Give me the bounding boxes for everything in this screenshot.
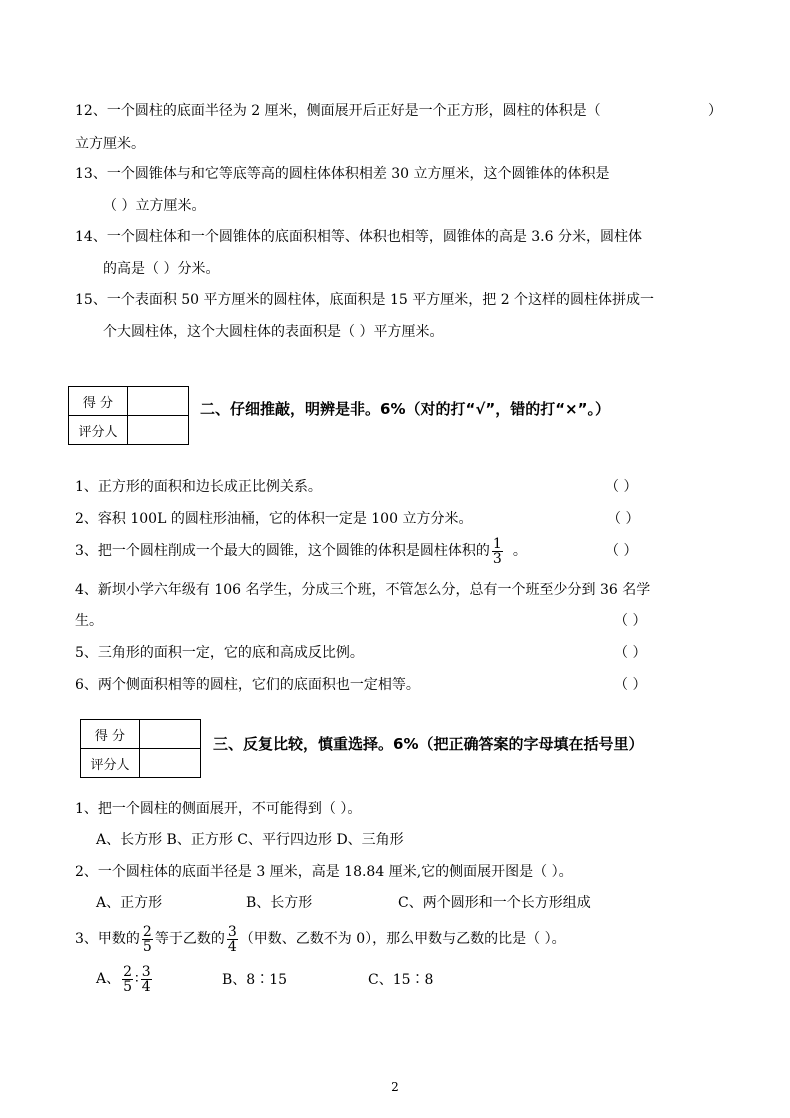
tf-item-1: 1、正方形的面积和边长成正比例关系。 <box>75 479 322 495</box>
mc-q3-option-c: C、15∶8 <box>368 972 434 988</box>
score-label: 得 分 <box>69 387 128 416</box>
fraction-two-fifths: $\frac{2}{5}$ <box>123 963 133 995</box>
part2-title: 二、仔细推敲，明辨是非。6%（对的打“√”，错的打“×”。） <box>200 400 610 418</box>
grader-cell[interactable] <box>140 749 201 778</box>
tf-bracket-5[interactable]: （ ） <box>614 645 647 661</box>
fraction-two-fifths: $\frac{2}{5}$ <box>142 923 152 955</box>
tf-item-4-line2: 生。 <box>75 613 103 629</box>
tf-item-4: 4、新坝小学六年级有 106 名学生，分成三个班，不管怎么分，总有一个班至少分到 36 名学 <box>75 582 651 598</box>
q14-line2: 的高是（ ）分米。 <box>103 261 220 277</box>
mc-q2: 2、一个圆柱体的底面半径是 3 厘米，高是 18.84 厘米,它的侧面展开图是（ ）。 <box>75 864 573 880</box>
mc-q2-option-b: B、长方形 <box>246 895 313 911</box>
fraction-three-quarters: $\frac{3}{4}$ <box>141 963 151 995</box>
q12-line1: 12、一个圆柱的底面半径为 2 厘米，侧面展开后正好是一个正方形，圆柱的体积是（ <box>75 103 601 119</box>
tf-bracket-3[interactable]: （ ） <box>605 543 638 559</box>
mc-q1: 1、把一个圆柱的侧面展开，不可能得到（ ）。 <box>75 801 362 817</box>
grader-cell[interactable] <box>128 416 189 445</box>
q12-line2: 立方厘米。 <box>75 136 145 152</box>
tf-bracket-4[interactable]: （ ） <box>614 613 647 629</box>
part3-title: 三、反复比较，慎重选择。6%（把正确答案的字母填在括号里） <box>213 735 644 753</box>
score-box-part3 <box>80 719 201 778</box>
q15-line2: 个大圆柱体，这个大圆柱体的表面积是（ ）平方厘米。 <box>103 324 444 340</box>
q14-line1: 14、一个圆柱体和一个圆锥体的底面积相等、体积也相等，圆锥体的高是 3.6 分米，圆柱体 <box>75 229 642 245</box>
tf-bracket-6[interactable]: （ ） <box>614 677 647 693</box>
mc-q3: 3、甲数的 $\frac{2}{5}$ 等于乙数的 $\frac{3}{4}$ （甲数、乙数不为 0），那么甲数与乙数的比是（ ）。 <box>75 923 566 955</box>
q13-line1: 13、一个圆锥体与和它等底等高的圆柱体体积相差 30 立方厘米，这个圆锥体的体积是 <box>75 166 610 182</box>
grader-label: 评分人 <box>81 749 140 778</box>
mc-q2-option-c: C、两个圆形和一个长方形组成 <box>398 895 591 911</box>
q13-line2: （ ）立方厘米。 <box>103 198 206 214</box>
mc-q1-options: A、长方形 B、正方形 C、平行四边形 D、三角形 <box>96 832 404 848</box>
score-label: 得 分 <box>81 720 140 749</box>
tf-bracket-1[interactable]: （ ） <box>605 479 638 495</box>
page-number: 2 <box>391 1080 399 1094</box>
q15-line1: 15、一个表面积 50 平方厘米的圆柱体，底面积是 15 平方厘米，把 2 个这样的圆柱体拼成一 <box>75 292 655 308</box>
score-box-part2 <box>68 386 189 445</box>
mc-q3-option-b: B、8∶15 <box>222 972 288 988</box>
score-cell[interactable] <box>140 720 201 749</box>
mc-q3-option-a: A、 $\frac{2}{5}$ ∶ $\frac{3}{4}$ <box>96 963 151 995</box>
tf-bracket-2[interactable]: （ ） <box>607 511 640 527</box>
tf-item-5: 5、三角形的面积一定，它的底和高成反比例。 <box>75 645 364 661</box>
mc-q2-option-a: A、正方形 <box>96 895 163 911</box>
q12-close-bracket: ） <box>708 103 722 119</box>
tf-item-6: 6、两个侧面积相等的圆柱，它们的底面积也一定相等。 <box>75 677 420 693</box>
tf-item-3: 3、把一个圆柱削成一个最大的圆锥，这个圆锥的体积是圆柱体积的 $\frac{1}{3}$ 。 <box>75 535 527 567</box>
grader-label: 评分人 <box>69 416 128 445</box>
tf-item-2: 2、容积 100L 的圆柱形油桶，它的体积一定是 100 立方分米。 <box>75 511 473 527</box>
fraction-three-quarters: $\frac{3}{4}$ <box>227 923 237 955</box>
fraction-one-third: $\frac{1}{3}$ <box>492 535 502 567</box>
score-cell[interactable] <box>128 387 189 416</box>
